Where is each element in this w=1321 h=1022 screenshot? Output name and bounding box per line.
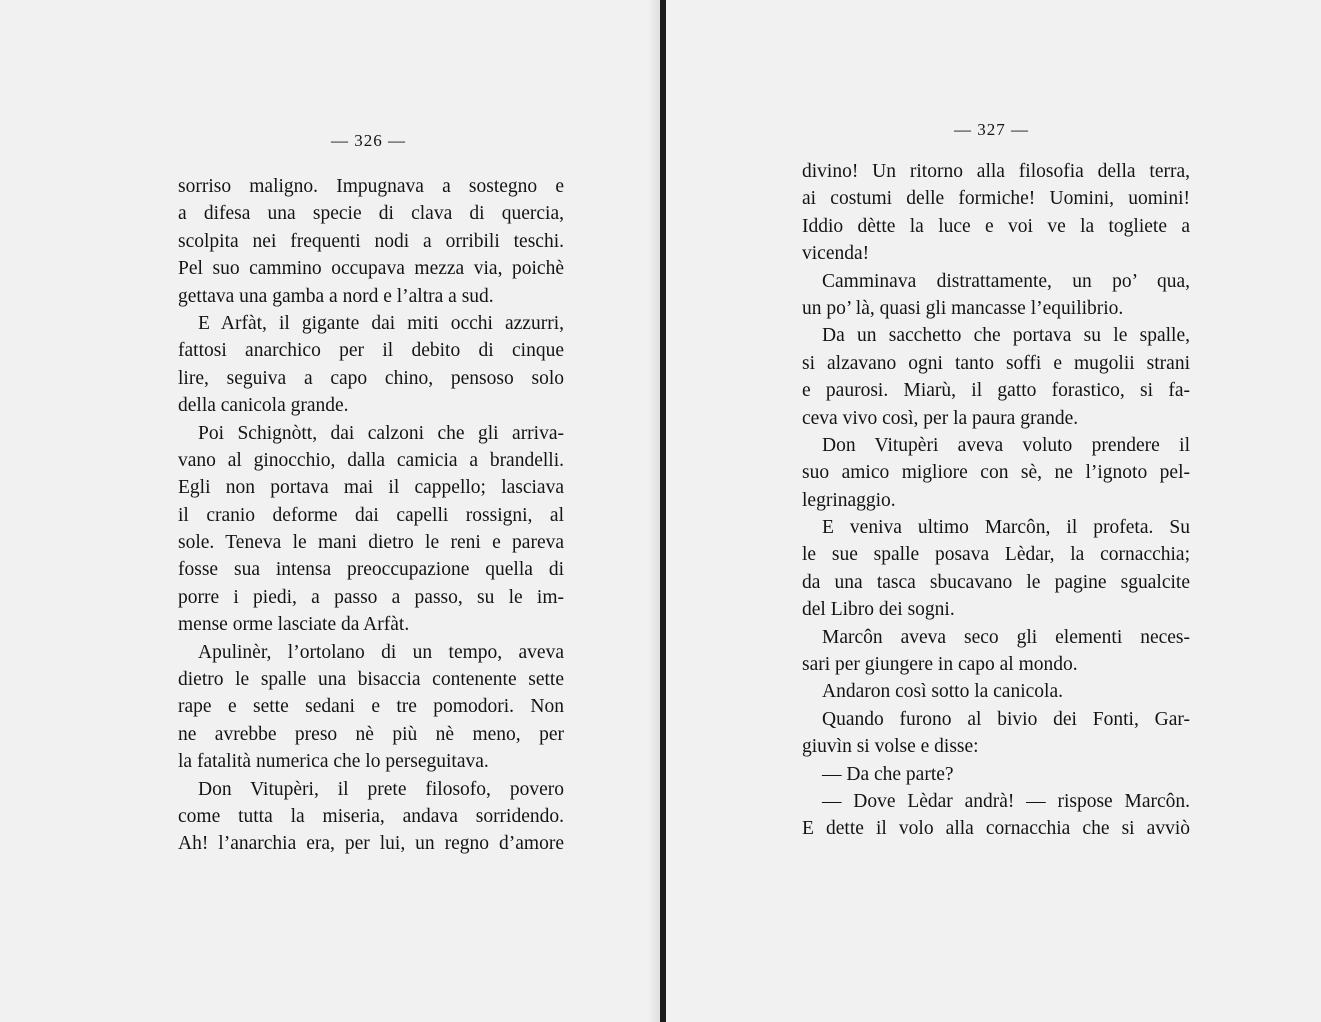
text-line: ceva vivo così, per la paura grande.: [802, 407, 1079, 429]
text-line: giuvìn si volse e disse:: [802, 736, 979, 758]
text-line: la fatalità numerica che lo perseguitava.: [178, 751, 489, 773]
text-line: Andaron così sotto la canicola.: [822, 681, 1063, 703]
text-line: Apulinèr, l’ortolano di un tempo, aveva: [198, 641, 564, 663]
text-line: Poi Schignòtt, dai calzoni che gli arriva-: [198, 422, 564, 444]
text-line: Don Vitupèri aveva voluto prendere il: [822, 434, 1190, 456]
text-line: le sue spalle posava Lèdar, la cornacchia;: [802, 544, 1190, 566]
book-gutter: [660, 0, 666, 1022]
text-line: mense orme lasciate da Arfàt.: [178, 614, 410, 636]
text-line: ne avrebbe preso nè più nè meno, per: [178, 723, 564, 745]
text-line: ai costumi delle formiche! Uomini, uomini!: [802, 188, 1190, 210]
text-line: sari per giungere in capo al mondo.: [802, 654, 1078, 676]
text-line: — Da che parte?: [822, 763, 954, 785]
text-line: — Dove Lèdar andrà! — rispose Marcôn.: [822, 790, 1190, 812]
text-line: il cranio deforme dai capelli rossigni, al: [178, 504, 564, 526]
text-line: fattosi anarchico per il debito di cinque: [178, 340, 564, 362]
left-page-text: [178, 173, 564, 858]
text-line: porre i piedi, a passo a passo, su le im-: [178, 586, 564, 608]
right-page-number: — 327 —: [954, 120, 1029, 139]
text-line: legrinaggio.: [802, 489, 896, 511]
text-line: da una tasca sbucavano le pagine sgualcite: [802, 571, 1190, 593]
text-line: Camminava distrattamente, un po’ qua,: [822, 270, 1190, 292]
text-line: del Libro dei sogni.: [802, 599, 955, 621]
text-line: un po’ là, quasi gli mancasse l’equilibrio.: [802, 297, 1124, 319]
text-line: si alzavano ogni tanto soffi e mugolii strani: [802, 352, 1190, 374]
text-line: vicenda!: [802, 243, 870, 265]
text-line: suo amico migliore con sè, ne l’ignoto pel-: [802, 462, 1190, 484]
text-line: Da un sacchetto che portava su le spalle,: [822, 325, 1190, 347]
text-line: E dette il volo alla cornacchia che si avviò: [802, 818, 1190, 840]
gutter-shadow: [648, 0, 660, 1022]
text-line: rape e sette sedani e tre pomodori. Non: [178, 696, 564, 718]
text-line: scolpita nei frequenti nodi a orribili teschi.: [178, 230, 564, 252]
text-line: vano al ginocchio, dalla camicia a brandelli.: [178, 449, 564, 471]
text-line: gettava una gamba a nord e l’altra a sud.: [178, 285, 494, 307]
right-page-text: [802, 158, 1190, 843]
text-line: Pel suo cammino occupava mezza via, poichè: [178, 258, 564, 280]
text-line: fosse sua intensa preoccupazione quella di: [178, 559, 564, 581]
text-line: divino! Un ritorno alla filosofia della terra,: [802, 161, 1190, 182]
text-line: Marcôn aveva seco gli elementi neces-: [822, 626, 1190, 648]
text-line: Egli non portava mai il cappello; lasciava: [178, 477, 564, 499]
text-line: sorriso maligno. Impugnava a sostegno e: [178, 176, 564, 197]
text-line: della canicola grande.: [178, 395, 349, 417]
text-line: dietro le spalle una bisaccia contenente sette: [178, 669, 564, 691]
text-line: E Arfàt, il gigante dai miti occhi azzurri,: [198, 312, 564, 334]
text-line: Iddio dètte la luce e voi ve la togliete a: [802, 215, 1190, 237]
text-line: sole. Teneva le mani dietro le reni e pareva: [178, 532, 564, 554]
text-line: E veniva ultimo Marcôn, il profeta. Su: [822, 517, 1190, 539]
text-line: a difesa una specie di clava di quercia,: [178, 203, 564, 225]
text-line: e paurosi. Miarù, il gatto forastico, si fa-: [802, 380, 1190, 402]
text-line: lire, seguiva a capo chino, pensoso solo: [178, 367, 564, 389]
text-line: Quando furono al bivio dei Fonti, Gar-: [822, 708, 1190, 730]
text-line: Ah! l’anarchia era, per lui, un regno d’amore: [178, 833, 564, 855]
text-line: Don Vitupèri, il prete filosofo, povero: [198, 778, 564, 800]
text-line: come tutta la miseria, andava sorridendo.: [178, 805, 564, 827]
left-page-number: — 326 —: [331, 131, 406, 150]
